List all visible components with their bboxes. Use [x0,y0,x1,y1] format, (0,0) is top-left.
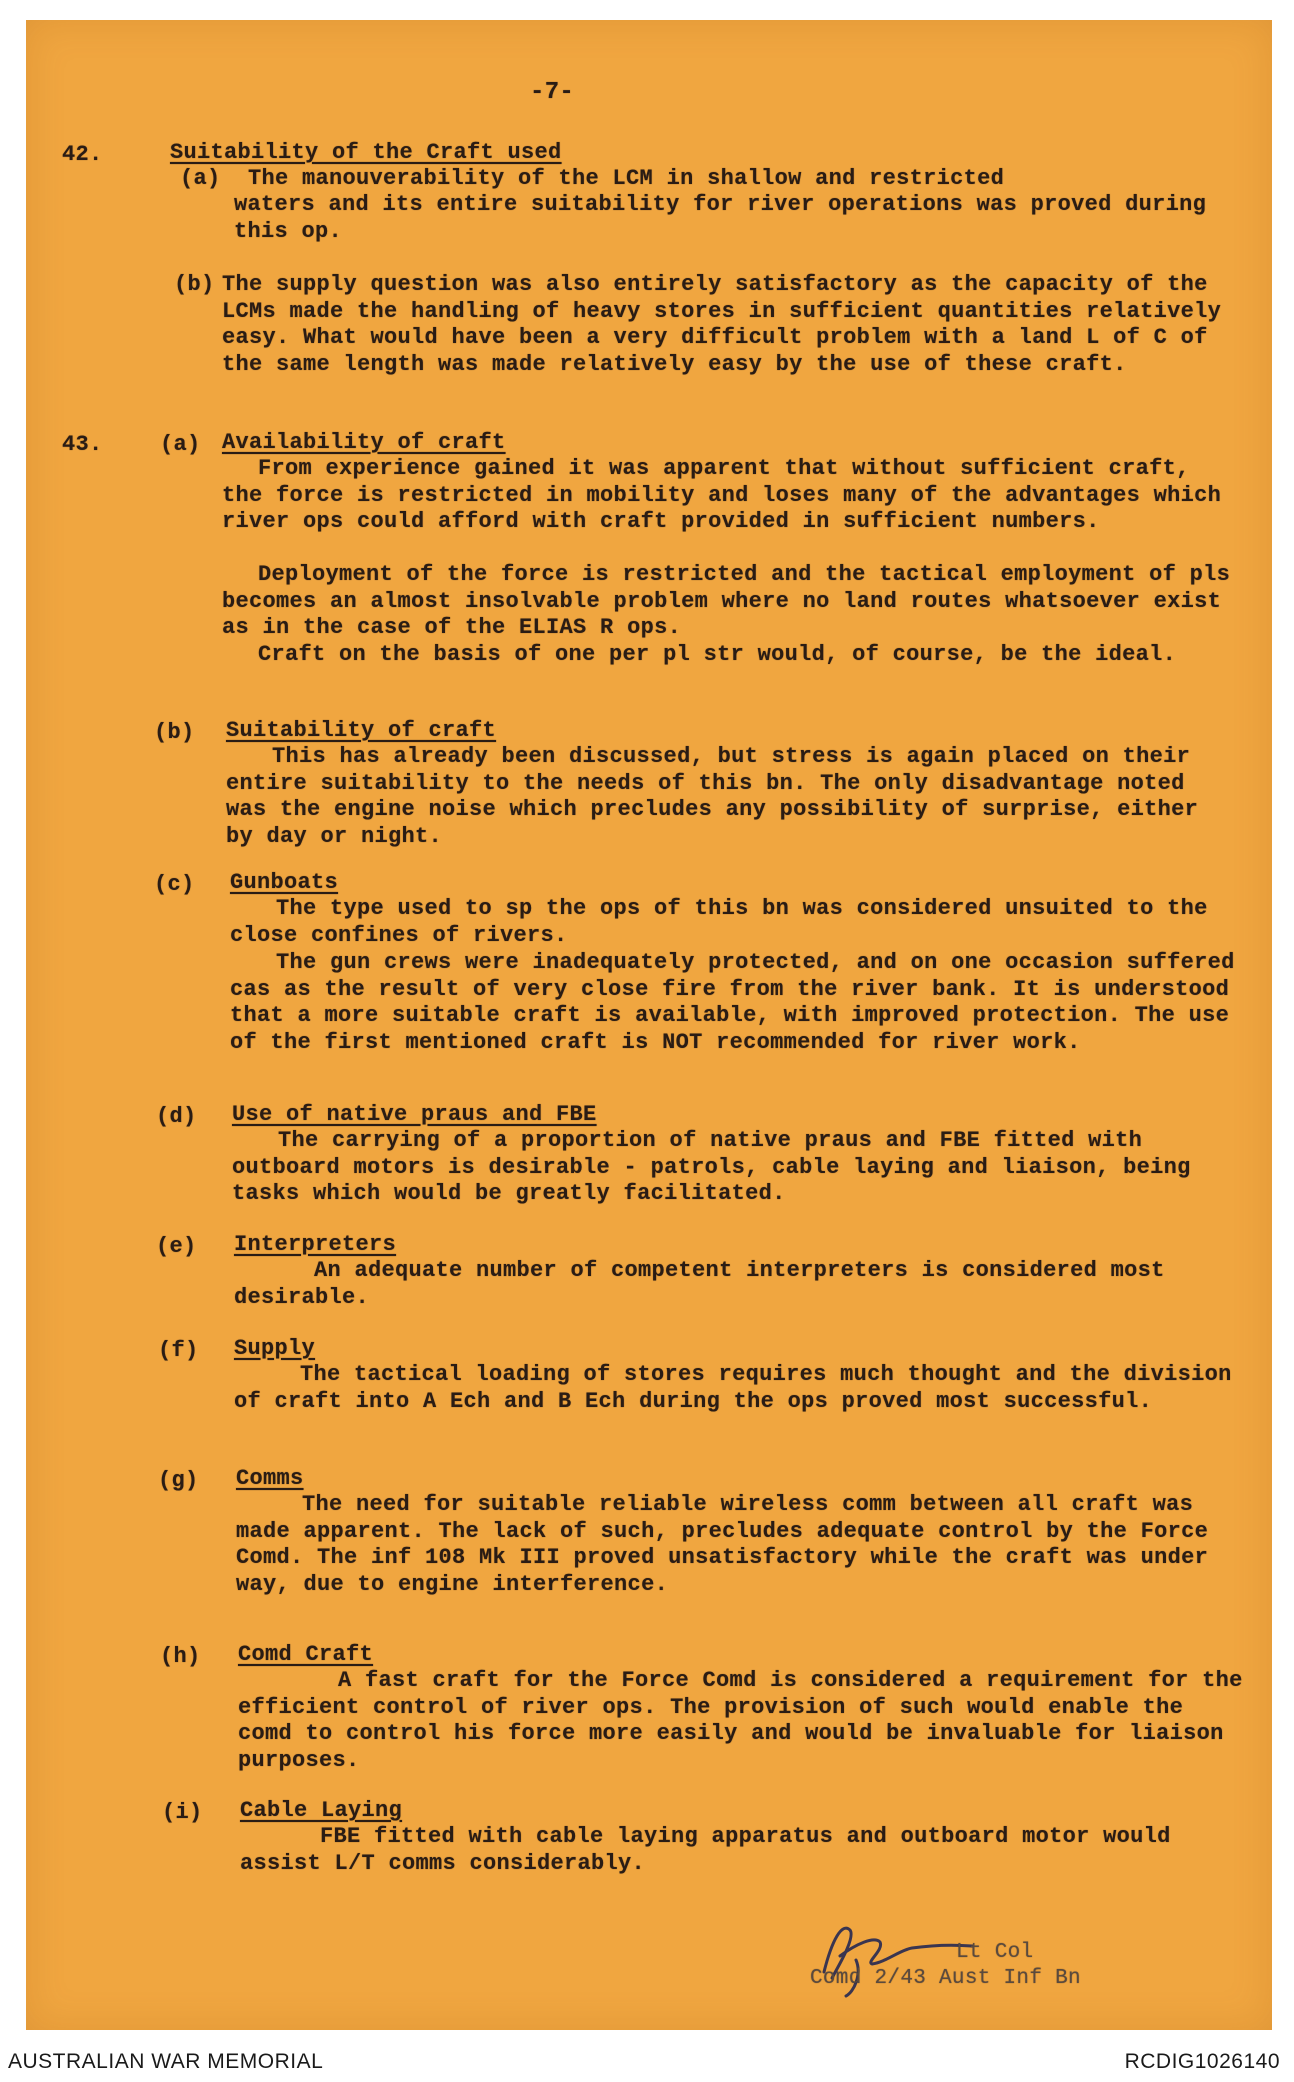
section-42-heading: Suitability of the Craft used [170,140,562,165]
section-43-d-heading: Use of native praus and FBE [232,1102,597,1127]
section-43-b-heading: Suitability of craft [226,718,497,743]
section-43-c-heading: Gunboats [230,870,339,895]
page-number: -7- [530,79,575,106]
section-42-b-label: (b) [174,272,215,297]
section-43-i-heading: Cable Laying [240,1798,403,1823]
section-43-d-para1: The carrying of a proportion of native praus and FBE fitted with outboard motors is desirable - patrols, cable laying and liaison, being tasks which would be greatly facilitated. [232,1128,1191,1206]
section-43-h-label: (h) [160,1644,201,1669]
section-43-i-para1: FBE fitted with cable laying apparatus and outboard motor would assist L/T comms considerably. [240,1824,1171,1876]
section-43-f-label: (f) [158,1338,199,1363]
section-43-a-para3: Craft on the basis of one per pl str would, of course, be the ideal. [258,642,1177,667]
section-43-e-heading: Interpreters [234,1232,397,1257]
document-page [26,20,1272,2030]
section-42-a-label: (a) [180,166,221,191]
section-43-a-para2: Deployment of the force is restricted and the tactical employment of pls becomes an almost insolvable problem where no land routes whatsoever exist as in the case of the ELIAS R ops. [222,562,1231,640]
section-43-number: 43. [62,432,103,457]
section-42-a-text: waters and its entire suitability for river operations was proved during this op. [234,192,1207,244]
section-43-g-heading: Comms [236,1466,304,1491]
footer-record-id: RCDIG1026140 [1124,2050,1280,2073]
section-43-a-para1: From experience gained it was apparent that without sufficient craft, the force is restricted in mobility and loses many of the advantages which river ops could afford with craft provided in sufficient numbers. [222,456,1222,534]
section-42-b-text: The supply question was also entirely satisfactory as the capacity of the LCMs made the handling of heavy stores in sufficient quantities relatively easy. What would have been a very difficult problem with a land L of C of the same length was made relatively easy by the use of these craft. [222,272,1222,377]
section-43-c-para2: The gun crews were inadequately protected, and on one occasion suffered cas as the result of very close fire from the river bank. It is understood that a more suitable craft is available, with improved protection. The use of the first mentioned craft is NOT recommended for river work. [230,950,1235,1055]
section-43-c-para1: The type used to sp the ops of this bn was considered unsuited to the close confines of rivers. [230,896,1208,948]
section-43-a-label: (a) [160,432,201,457]
section-43-d-label: (d) [156,1104,197,1129]
section-43-b-label: (b) [154,720,195,745]
section-43-f-heading: Supply [234,1336,316,1361]
section-43-e-para1: An adequate number of competent interpreters is considered most desirable. [234,1258,1165,1310]
section-42-a-line1: The manouverability of the LCM in shallow and restricted [248,166,1005,191]
section-43-h-heading: Comd Craft [238,1642,374,1667]
signature-rank: Lt Col [956,1941,1034,1964]
section-43-a-heading: Availability of craft [222,430,506,455]
signature-unit: Comd 2/43 Aust Inf Bn [810,1967,1081,1990]
footer-archive-name: AUSTRALIAN WAR MEMORIAL [8,2050,324,2073]
section-43-f-para1: The tactical loading of stores requires much thought and the division of craft into A Ech and B Ech during the ops proved most successful. [234,1362,1232,1414]
section-43-e-label: (e) [156,1234,197,1259]
section-43-h-para1: A fast craft for the Force Comd is considered a requirement for the efficient control of river ops. The provision of such would enable the comd to control his force more easily and would be invaluable for liaison purposes. [238,1668,1243,1773]
section-42-number: 42. [62,142,103,167]
section-43-g-para1: The need for suitable reliable wireless comm between all craft was made apparent. The lack of such, precludes adequate control by the Force Comd. The inf 108 Mk III proved unsatisfactory while the craft was under way, due to engine interference. [236,1492,1209,1597]
section-43-b-para1: This has already been discussed, but stress is again placed on their entire suitability to the needs of this bn. The only disadvantage noted was the engine noise which precludes any possibility of surprise, either by day or night. [226,744,1199,849]
section-43-i-label: (i) [162,1800,203,1825]
section-43-c-label: (c) [154,872,195,897]
section-43-g-label: (g) [158,1468,199,1493]
